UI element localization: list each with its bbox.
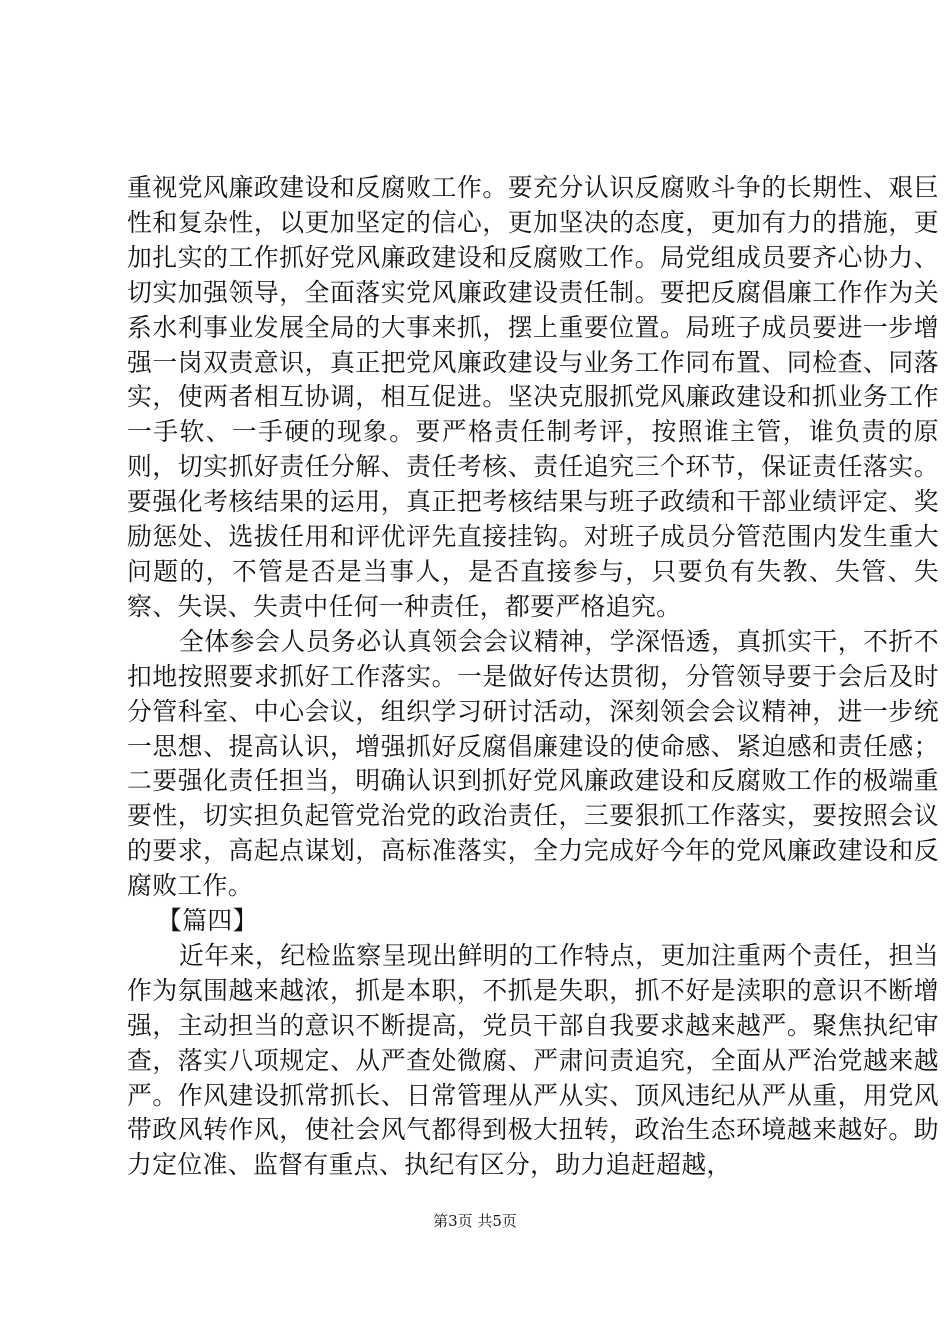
paragraph-meeting-spirit: 全体参会人员务必认真领会会议精神，学深悟透，真抓实干，不折不扣地按照要求抓好工作落实。一是做好传达贯彻，分管领导要于会后及时分管科室、中心会议，组织学习研讨活动，深刻领会会议精神，进一步统一思想、提高认识，增强抓好反腐倡廉建设的使命感、紧迫感和责任感；二要强化责任担当，明确认识到抓好党风廉政建设和反腐败工作的极端重要性，切实担负起管党治党的政治责任，三要狠抓工作落实，要按照会议的要求，高起点谋划，高标准落实，全力完成好今年的党风廉政建设和反腐败工作。 xyxy=(127,626,939,901)
paragraph-continuation: 重视党风廉政建设和反腐败工作。要充分认识反腐败斗争的长期性、艰巨性和复杂性，以更加坚定的信心，更加坚决的态度，更加有力的措施，更加扎实的工作抓好党风廉政建设和反腐败工作。局党组成员要齐心协力、切实加强领导，全面落实党风廉政建设责任制。要把反腐倡廉工作作为关系水利事业发展全局的大事来抓，摆上重要位置。局班子成员要进一步增强一岗双责意识，真正把党风廉政建设与业务工作同布置、同检查、同落实，使两者相互协调，相互促进。坚决克服抓党风廉政建设和抓业务工作一手软、一手硬的现象。要严格责任制考评，按照谁主管，谁负责的原则，切实抓好责任分解、责任考核、责任追究三个环节，保证责任落实。要强化考核结果的运用，真正把考核结果与班子政绩和干部业绩评定、奖励惩处、选拔任用和评优评先直接挂钩。对班子成员分管范围内发生重大问题的，不管是否是当事人，是否直接参与，只要负有失教、失管、失察、失误、失责中任何一种责任，都要严格追究。 xyxy=(127,173,939,621)
paragraph-section-four: 近年来，纪检监察呈现出鲜明的工作特点，更加注重两个责任，担当作为氛围越来越浓，抓是本职，不抓是失职，抓不好是渎职的意识不断增强，主动担当的意识不断提高，党员干部自我要求越来越严。聚焦执纪审查，落实八项规定、从严查处微腐、严肃问责追究，全面从严治党越来越严。作风建设抓常抓长、日常管理从严从实、顶风违纪从严从重，用党风带政风转作风，使社会风气都得到极大扭转，政治生态环境越来越好。助力定位准、监督有重点、执纪有区分，助力追赶超越， xyxy=(127,940,939,1180)
page-footer xyxy=(0,1211,950,1231)
page-number-label: 第3页 共5页 xyxy=(433,1212,517,1230)
section-heading: 【篇四】 xyxy=(157,906,258,936)
document-body xyxy=(127,171,939,1183)
